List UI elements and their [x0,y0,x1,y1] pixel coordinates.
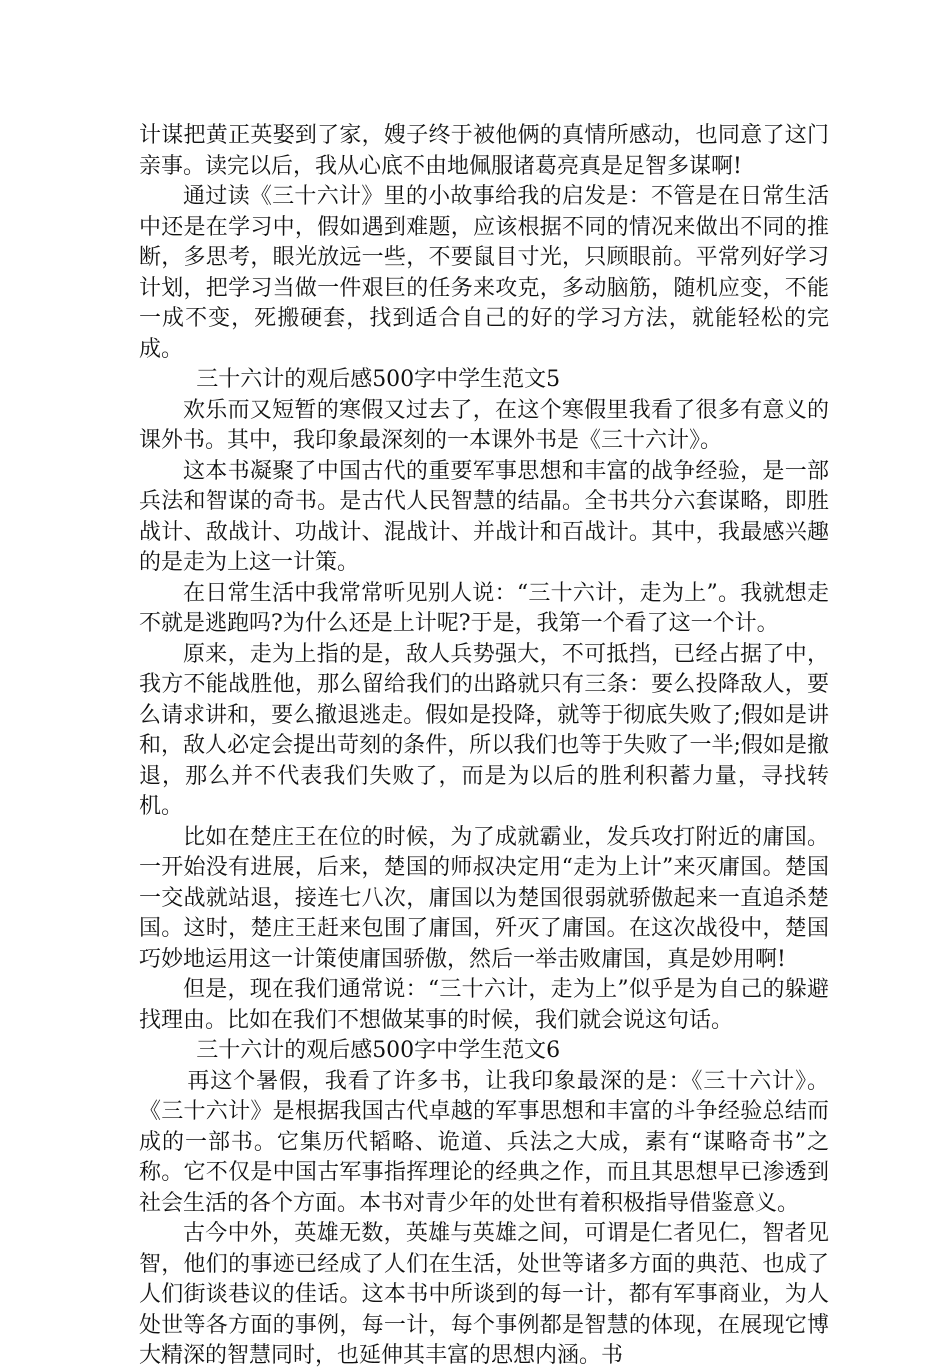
paragraph: 欢乐而又短暂的寒假又过去了，在这个寒假里我看了很多有意义的课外书。其中，我印象最深刻的一本课外书是《三十六计》。 [139,397,829,453]
paragraph: 比如在楚庄王在位的时候，为了成就霸业，发兵攻打附近的庸国。一开始没有进展，后来，楚国的师叔决定用“走为上计”来灭庸国。楚国一交战就站退，接连七八次，庸国以为楚国很弱就骄傲起来一直追杀楚国。这时，楚庄王赶来包围了庸国，歼灭了庸国。在这次战役中，楚国巧妙地运用这一计策使庸国骄傲，然后一举击败庸国，真是妙用啊! [139,824,829,972]
document-page [139,121,829,1372]
section-heading: 三十六计的观后感500字中学生范文5 [196,367,561,392]
paragraph: 原来，走为上指的是，敌人兵势强大，不可抵挡，已经占据了中，我方不能战胜他，那么留给我们的出路就只有三条：要么投降敌人，要么请求讲和，要么撤退逃走。假如是投降，就等于彻底失败了;假如是讲和，敌人必定会提出苛刻的条件，所以我们也等于失败了一半;假如是撤退，那么并不代表我们失败了，而是为以后的胜利积蓄力量，寻找转机。 [139,641,829,819]
paragraph: 在日常生活中我常常听见别人说：“三十六计，走为上”。我就想走不就是逃跑吗?为什么还是上计呢?于是，我第一个看了这一个计。 [139,580,829,636]
paragraph: 计谋把黄正英娶到了家，嫂子终于被他俩的真情所感动，也同意了这门亲事。读完以后，我从心底不由地佩服诸葛亮真是足智多谋啊! [139,123,829,179]
paragraph: 但是，现在我们通常说：“三十六计，走为上”似乎是为自己的躲避找理由。比如在我们不想做某事的时候，我们就会说这句话。 [139,977,829,1033]
paragraph: 这本书凝聚了中国古代的重要军事思想和丰富的战争经验，是一部兵法和智谋的奇书。是古代人民智慧的结晶。全书共分六套谋略，即胜战计、敌战计、功战计、混战计、并战计和百战计。其中，我最感兴趣的是走为上这一计策。 [139,458,829,575]
section-heading: 三十六计的观后感500字中学生范文6 [196,1038,561,1063]
paragraph: 通过读《三十六计》里的小故事给我的启发是：不管是在日常生活中还是在学习中，假如遇到难题，应该根据不同的情况来做出不同的推断，多思考，眼光放远一些，不要鼠目寸光，只顾眼前。平常列好学习计划，把学习当做一件艰巨的任务来攻克，多动脑筋，随机应变，不能一成不变，死搬硬套，找到适合自己的好的学习方法，就能轻松的完成。 [139,184,829,362]
paragraph: 古今中外，英雄无数，英雄与英雄之间，可谓是仁者见仁，智者见智，他们的事迹已经成了人们在生活，处世等诸多方面的典范、也成了人们街谈巷议的佳话。这本书中所谈到的每一计，都有军事商业，为人处世等各方面的事例，每一计，每个事例都是智慧的体现，在展现它博大精深的智慧同时，也延伸其丰富的思想内涵。书 [139,1221,829,1368]
paragraph: 再这个暑假，我看了许多书，让我印象最深的是：《三十六计》。《三十六计》是根据我国古代卓越的军事思想和丰富的斗争经验总结而成的一部书。它集历代韬略、诡道、兵法之大成，素有“谋略奇书”之称。它不仅是中国古军事指挥理论的经典之作，而且其思想早已渗透到社会生活的各个方面。本书对青少年的处世有着积极指导借鉴意义。 [139,1068,829,1216]
